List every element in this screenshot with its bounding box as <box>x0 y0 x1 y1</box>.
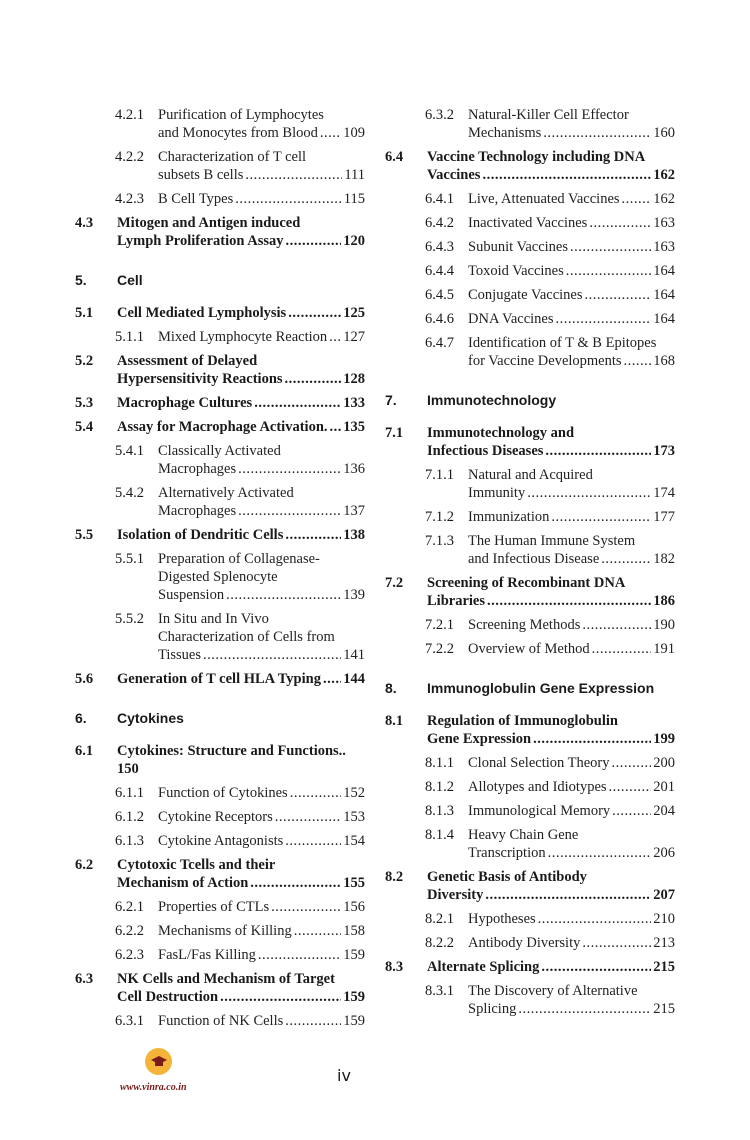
entry-title: Overview of Method <box>468 641 590 657</box>
dot-leader <box>271 898 341 916</box>
entry-title: Immunotechnology and <box>427 425 575 441</box>
entry-number: 8.2 <box>385 869 404 885</box>
dot-leader <box>203 646 341 664</box>
entry-number: 5.4 <box>75 419 94 435</box>
toc-section[interactable] <box>385 958 675 976</box>
entry-number: 5.1 <box>75 305 94 321</box>
entry-title: B Cell Types <box>158 191 234 207</box>
entry-title: Function of NK Cells <box>158 1013 284 1029</box>
entry-number: 6.4.3 <box>425 239 454 255</box>
entry-number: 6.3.2 <box>425 107 454 123</box>
entry-title: Macrophage Cultures <box>117 395 253 411</box>
toc-subsection[interactable] <box>425 982 675 1018</box>
entry-number: 6.4.1 <box>425 191 454 207</box>
entry-number: 7.1.3 <box>425 533 454 549</box>
entry-number: 4.3 <box>75 215 94 231</box>
dot-leader <box>238 460 341 478</box>
entry-title: Vaccine Technology including DNA <box>427 149 646 165</box>
entry-title: Gene Expression <box>427 731 532 747</box>
toc-subsection[interactable] <box>115 1012 365 1030</box>
dot-leader <box>487 592 651 610</box>
entry-number: 6.2.1 <box>115 899 144 915</box>
dot-leader <box>582 616 651 634</box>
dot-leader <box>622 190 652 208</box>
toc-section[interactable] <box>385 148 675 184</box>
entry-number: 5.3 <box>75 395 94 411</box>
toc-subsection[interactable] <box>425 238 675 256</box>
entry-number: 6.3.1 <box>115 1013 144 1029</box>
entry-page: 153 <box>343 809 365 825</box>
entry-number: 6.4 <box>385 149 404 165</box>
toc-subsection[interactable] <box>115 898 365 916</box>
dot-leader <box>288 304 341 322</box>
toc-section[interactable] <box>385 712 675 748</box>
entry-title: Conjugate Vaccines <box>468 287 583 303</box>
entry-title: Subunit Vaccines <box>468 239 569 255</box>
entry-title: subsets B cells <box>158 167 244 183</box>
toc-section[interactable] <box>385 574 675 610</box>
dot-leader <box>556 310 652 328</box>
entry-title: Cytokine Antagonists <box>158 833 284 849</box>
entry-page: 128 <box>343 371 365 387</box>
entry-page: 182 <box>653 551 675 567</box>
entry-number: 5.6 <box>75 671 94 687</box>
entry-number: 7.1.2 <box>425 509 454 525</box>
dot-leader <box>582 934 651 952</box>
entry-title: Characterization of Cells from <box>158 629 335 645</box>
entry-page: 137 <box>343 503 365 519</box>
toc-subsection[interactable] <box>425 616 675 634</box>
entry-number: 8.1.4 <box>425 827 454 843</box>
dot-leader <box>250 874 341 892</box>
toc-subsection[interactable] <box>115 190 365 208</box>
entry-title: Hypersensitivity Reactions <box>117 371 283 387</box>
entry-title: for Vaccine Developments <box>468 353 622 369</box>
entry-page: 191 <box>653 641 675 657</box>
entry-title: Mechanism of Action <box>117 875 249 891</box>
page-number: iv <box>337 1066 351 1085</box>
toc-subsection[interactable] <box>425 640 675 658</box>
dot-leader <box>482 166 651 184</box>
toc-subsection[interactable] <box>115 442 365 478</box>
entry-number: 8.1.3 <box>425 803 454 819</box>
entry-number: 8. <box>385 680 397 696</box>
entry-title: Diversity <box>427 887 484 903</box>
entry-number: 7.2.1 <box>425 617 454 633</box>
entry-page: 213 <box>653 935 675 951</box>
entry-title: Immunity <box>468 485 526 501</box>
toc-section[interactable] <box>75 352 365 388</box>
entry-title: Properties of CTLs <box>158 899 270 915</box>
entry-title: Clonal Selection Theory <box>468 755 610 771</box>
entry-number: 7.1.1 <box>425 467 454 483</box>
dot-leader <box>612 802 651 820</box>
entry-title: Identification of T & B Epitopes <box>468 335 657 351</box>
entry-page: 162 <box>653 167 675 183</box>
dot-leader <box>220 988 341 1006</box>
entry-page: 111 <box>344 167 365 183</box>
entry-title: Assay for Macrophage Activation. <box>117 419 328 435</box>
entry-number: 7.2.2 <box>425 641 454 657</box>
entry-title: Lymph Proliferation Assay <box>117 233 284 249</box>
dot-leader <box>226 586 341 604</box>
dot-leader <box>611 754 651 772</box>
entry-title: Assessment of Delayed <box>117 353 258 369</box>
entry-page: 138 <box>343 527 365 543</box>
dot-leader <box>258 946 341 964</box>
entry-page: 125 <box>343 305 365 321</box>
entry-title: Natural and Acquired <box>468 467 593 483</box>
entry-title: Splicing <box>468 1001 517 1017</box>
entry-page: 133 <box>343 395 365 411</box>
dot-leader <box>275 808 341 826</box>
entry-number: 5.4.1 <box>115 443 144 459</box>
entry-title: Immunological Memory <box>468 803 611 819</box>
dot-leader <box>485 886 651 904</box>
entry-number: 8.2.2 <box>425 935 454 951</box>
toc-subsection[interactable] <box>425 310 675 328</box>
entry-title: FasL/Fas Killing <box>158 947 256 963</box>
toc-subsection[interactable] <box>425 754 675 772</box>
entry-title: Cytokine Receptors <box>158 809 273 825</box>
entry-title: 150 <box>117 761 139 777</box>
entry-title: In Situ and In Vivo <box>158 611 269 627</box>
toc-subsection[interactable] <box>115 922 365 940</box>
entry-number: 7.1 <box>385 425 404 441</box>
entry-number: 6.4.6 <box>425 311 454 327</box>
entry-page: 174 <box>653 485 675 501</box>
toc-subsection[interactable] <box>425 214 675 232</box>
toc-section[interactable] <box>75 418 365 436</box>
toc-subsection[interactable] <box>115 106 365 142</box>
entry-title: The Human Immune System <box>468 533 636 549</box>
entry-number: 6.1 <box>75 743 94 759</box>
toc-subsection[interactable] <box>425 286 675 304</box>
entry-title: Immunoglobulin Gene Expression <box>427 680 655 696</box>
dot-leader <box>538 910 652 928</box>
dot-leader <box>254 394 341 412</box>
entry-number: 5.5 <box>75 527 94 543</box>
entry-title: Classically Activated <box>158 443 281 459</box>
dot-leader <box>601 550 651 568</box>
toc-subsection[interactable] <box>115 946 365 964</box>
entry-page: 207 <box>653 887 675 903</box>
dot-leader <box>235 190 342 208</box>
dot-leader <box>533 730 651 748</box>
entry-page: 206 <box>653 845 675 861</box>
entry-page: 144 <box>343 671 365 687</box>
entry-number: 7. <box>385 392 397 408</box>
entry-title: Immunotechnology <box>427 392 557 408</box>
toc-chapter[interactable] <box>75 271 365 289</box>
entry-page: 163 <box>653 215 675 231</box>
entry-title: Heavy Chain Gene <box>468 827 579 843</box>
entry-number: 8.3 <box>385 959 404 975</box>
entry-number: 6.2.2 <box>115 923 144 939</box>
toc-chapter[interactable] <box>385 679 675 697</box>
entry-number: 8.1 <box>385 713 404 729</box>
entry-title: Regulation of Immunoglobulin <box>427 713 618 729</box>
dot-leader <box>330 418 342 436</box>
entry-title: and Infectious Disease <box>468 551 600 567</box>
graduation-cap-logo-icon <box>145 1048 172 1075</box>
entry-title: Alternatively Activated <box>158 485 294 501</box>
entry-number: 8.2.1 <box>425 911 454 927</box>
entry-title: Cytokines <box>117 710 184 726</box>
dot-leader <box>570 238 651 256</box>
entry-title: Live, Attenuated Vaccines <box>468 191 620 207</box>
entry-page: 158 <box>343 923 365 939</box>
entry-number: 6.1.2 <box>115 809 144 825</box>
entry-title: Screening Methods <box>468 617 581 633</box>
entry-title: Natural-Killer Cell Effector <box>468 107 629 123</box>
entry-number: 6.4.4 <box>425 263 454 279</box>
entry-title: Immunization <box>468 509 550 525</box>
entry-page: 109 <box>343 125 365 141</box>
dot-leader <box>285 1012 341 1030</box>
dot-leader <box>551 508 651 526</box>
entry-page: 173 <box>653 443 675 459</box>
dot-leader <box>294 922 342 940</box>
entry-title: Cell Destruction <box>117 989 219 1005</box>
dot-leader <box>545 442 651 460</box>
toc-subsection[interactable] <box>425 910 675 928</box>
entry-title: Cell Mediated Lympholysis <box>117 305 287 321</box>
entry-page: 210 <box>653 911 675 927</box>
toc-section[interactable] <box>385 424 675 460</box>
entry-number: 8.1.2 <box>425 779 454 795</box>
entry-page: 159 <box>343 947 365 963</box>
dot-leader <box>592 640 652 658</box>
entry-page: 152 <box>343 785 365 801</box>
entry-title: and Monocytes from Blood <box>158 125 318 141</box>
dot-leader <box>518 1000 651 1018</box>
entry-number: 7.2 <box>385 575 404 591</box>
entry-page: 115 <box>343 191 365 207</box>
entry-title: Allotypes and Idiotypes <box>468 779 607 795</box>
entry-number: 6.2 <box>75 857 94 873</box>
entry-page: 159 <box>343 1013 365 1029</box>
entry-title: Purification of Lymphocytes <box>158 107 324 123</box>
entry-number: 5.4.2 <box>115 485 144 501</box>
entry-number: 6.1.3 <box>115 833 144 849</box>
website-link[interactable]: www.vinra.co.in <box>120 1082 187 1093</box>
entry-number: 4.2.3 <box>115 191 144 207</box>
toc-subsection[interactable] <box>425 106 675 142</box>
entry-title: NK Cells and Mechanism of Target <box>117 971 335 987</box>
dot-leader <box>566 262 651 280</box>
entry-title: Vaccines <box>427 167 481 183</box>
toc-subsection[interactable] <box>115 832 365 850</box>
entry-title: Digested Splenocyte <box>158 569 278 585</box>
entry-title: Libraries <box>427 593 485 609</box>
toc-subsection[interactable] <box>115 550 365 604</box>
entry-title: Transcription <box>468 845 546 861</box>
toc-section[interactable] <box>75 304 365 322</box>
entry-title: Function of Cytokines <box>158 785 288 801</box>
dot-leader <box>624 352 652 370</box>
entry-page: 120 <box>343 233 365 249</box>
entry-number: 6.1.1 <box>115 785 144 801</box>
dot-leader <box>320 124 341 142</box>
entry-title: Generation of T cell HLA Typing <box>117 671 321 687</box>
entry-title: Mechanisms <box>468 125 542 141</box>
dot-leader <box>543 124 651 142</box>
toc-subsection[interactable] <box>115 784 365 802</box>
entry-page: 201 <box>653 779 675 795</box>
toc-subsection[interactable] <box>425 262 675 280</box>
entry-page: 127 <box>343 329 365 345</box>
entry-page: 199 <box>653 731 675 747</box>
entry-title: Cytotoxic Tcells and their <box>117 857 276 873</box>
entry-number: 4.2.1 <box>115 107 144 123</box>
dot-leader <box>285 832 341 850</box>
dot-leader <box>329 328 341 346</box>
entry-page: 164 <box>653 287 675 303</box>
entry-page: 190 <box>653 617 675 633</box>
entry-title: The Discovery of Alternative <box>468 983 638 999</box>
dot-leader <box>585 286 652 304</box>
entry-title: Infectious Diseases <box>427 443 544 459</box>
entry-title: Toxoid Vaccines <box>468 263 564 279</box>
entry-title: Antibody Diversity <box>468 935 581 951</box>
dot-leader <box>238 502 341 520</box>
entry-number: 5.1.1 <box>115 329 144 345</box>
entry-number: 6.4.5 <box>425 287 454 303</box>
entry-page: 164 <box>653 263 675 279</box>
entry-page: 204 <box>653 803 675 819</box>
toc-section[interactable] <box>75 970 365 1006</box>
dot-leader <box>541 958 651 976</box>
entry-number: 6.3 <box>75 971 94 987</box>
entry-title: Mixed Lymphocyte Reaction <box>158 329 328 345</box>
entry-page: 141 <box>343 647 365 663</box>
toc-section[interactable] <box>385 868 675 904</box>
entry-title: Screening of Recombinant DNA <box>427 575 626 591</box>
dot-leader <box>589 214 651 232</box>
entry-title: Isolation of Dendritic Cells <box>117 527 284 543</box>
entry-page: 168 <box>653 353 675 369</box>
toc-section[interactable] <box>75 394 365 412</box>
entry-number: 4.2.2 <box>115 149 144 165</box>
toc-subsection[interactable] <box>425 508 675 526</box>
entry-page: 215 <box>653 1001 675 1017</box>
toc-subsection[interactable] <box>425 778 675 796</box>
toc-subsection[interactable] <box>115 808 365 826</box>
entry-title: Genetic Basis of Antibody <box>427 869 587 885</box>
entry-number: 6.4.7 <box>425 335 454 351</box>
toc-section[interactable] <box>75 526 365 544</box>
entry-page: 162 <box>653 191 675 207</box>
entry-page: 163 <box>653 239 675 255</box>
entry-title: Characterization of T cell <box>158 149 307 165</box>
entry-number: 5.5.2 <box>115 611 144 627</box>
toc-section[interactable] <box>75 856 365 892</box>
dot-leader <box>548 844 652 862</box>
entry-page: 135 <box>343 419 365 435</box>
entry-title: Preparation of Collagenase- <box>158 551 320 567</box>
toc-subsection[interactable] <box>425 826 675 862</box>
toc-subsection[interactable] <box>425 466 675 502</box>
toc-subsection[interactable] <box>425 190 675 208</box>
dot-leader <box>285 526 341 544</box>
entry-title: DNA Vaccines <box>468 311 554 327</box>
entry-page: 164 <box>653 311 675 327</box>
entry-page: 186 <box>653 593 675 609</box>
dot-leader <box>286 232 342 250</box>
entry-page: 155 <box>343 875 365 891</box>
entry-page: 160 <box>653 125 675 141</box>
entry-number: 5.5.1 <box>115 551 144 567</box>
dot-leader <box>245 166 342 184</box>
dot-leader <box>285 370 342 388</box>
entry-title: Mitogen and Antigen induced <box>117 215 301 231</box>
entry-number: 5. <box>75 272 87 288</box>
entry-title: Macrophages <box>158 461 237 477</box>
toc-subsection[interactable] <box>425 934 675 952</box>
entry-page: 177 <box>653 509 675 525</box>
entry-title: Hypotheses <box>468 911 536 927</box>
toc-chapter[interactable] <box>75 709 365 727</box>
entry-title: Tissues <box>158 647 201 663</box>
entry-title: Macrophages <box>158 503 237 519</box>
toc-subsection[interactable] <box>115 148 365 184</box>
dot-leader <box>609 778 652 796</box>
toc-subsection[interactable] <box>425 334 675 370</box>
entry-page: 154 <box>343 833 365 849</box>
toc-subsection[interactable] <box>115 484 365 520</box>
entry-number: 5.2 <box>75 353 94 369</box>
toc-section[interactable] <box>75 670 365 688</box>
toc-section[interactable] <box>75 214 365 250</box>
entry-number: 8.3.1 <box>425 983 454 999</box>
toc-subsection[interactable] <box>115 328 365 346</box>
toc-subsection[interactable] <box>115 610 365 664</box>
toc-chapter[interactable] <box>385 391 675 409</box>
entry-page: 159 <box>343 989 365 1005</box>
entry-page: 139 <box>343 587 365 603</box>
entry-title: Mechanisms of Killing <box>158 923 292 939</box>
entry-number: 8.1.1 <box>425 755 454 771</box>
entry-page: 156 <box>343 899 365 915</box>
entry-page: 200 <box>653 755 675 771</box>
dot-leader <box>290 784 342 802</box>
toc-subsection[interactable] <box>425 802 675 820</box>
toc-section[interactable] <box>75 742 365 778</box>
toc-subsection[interactable] <box>425 532 675 568</box>
entry-title: Cytokines: Structure and Functions.. <box>117 743 346 759</box>
entry-page: 136 <box>343 461 365 477</box>
entry-page: 215 <box>653 959 675 975</box>
entry-title: Inactivated Vaccines <box>468 215 588 231</box>
dot-leader <box>527 484 651 502</box>
entry-title: Cell <box>117 272 143 288</box>
entry-number: 6.2.3 <box>115 947 144 963</box>
entry-number: 6.4.2 <box>425 215 454 231</box>
entry-number: 6. <box>75 710 87 726</box>
dot-leader <box>323 670 341 688</box>
entry-title: Suspension <box>158 587 225 603</box>
entry-title: Alternate Splicing <box>427 959 540 975</box>
